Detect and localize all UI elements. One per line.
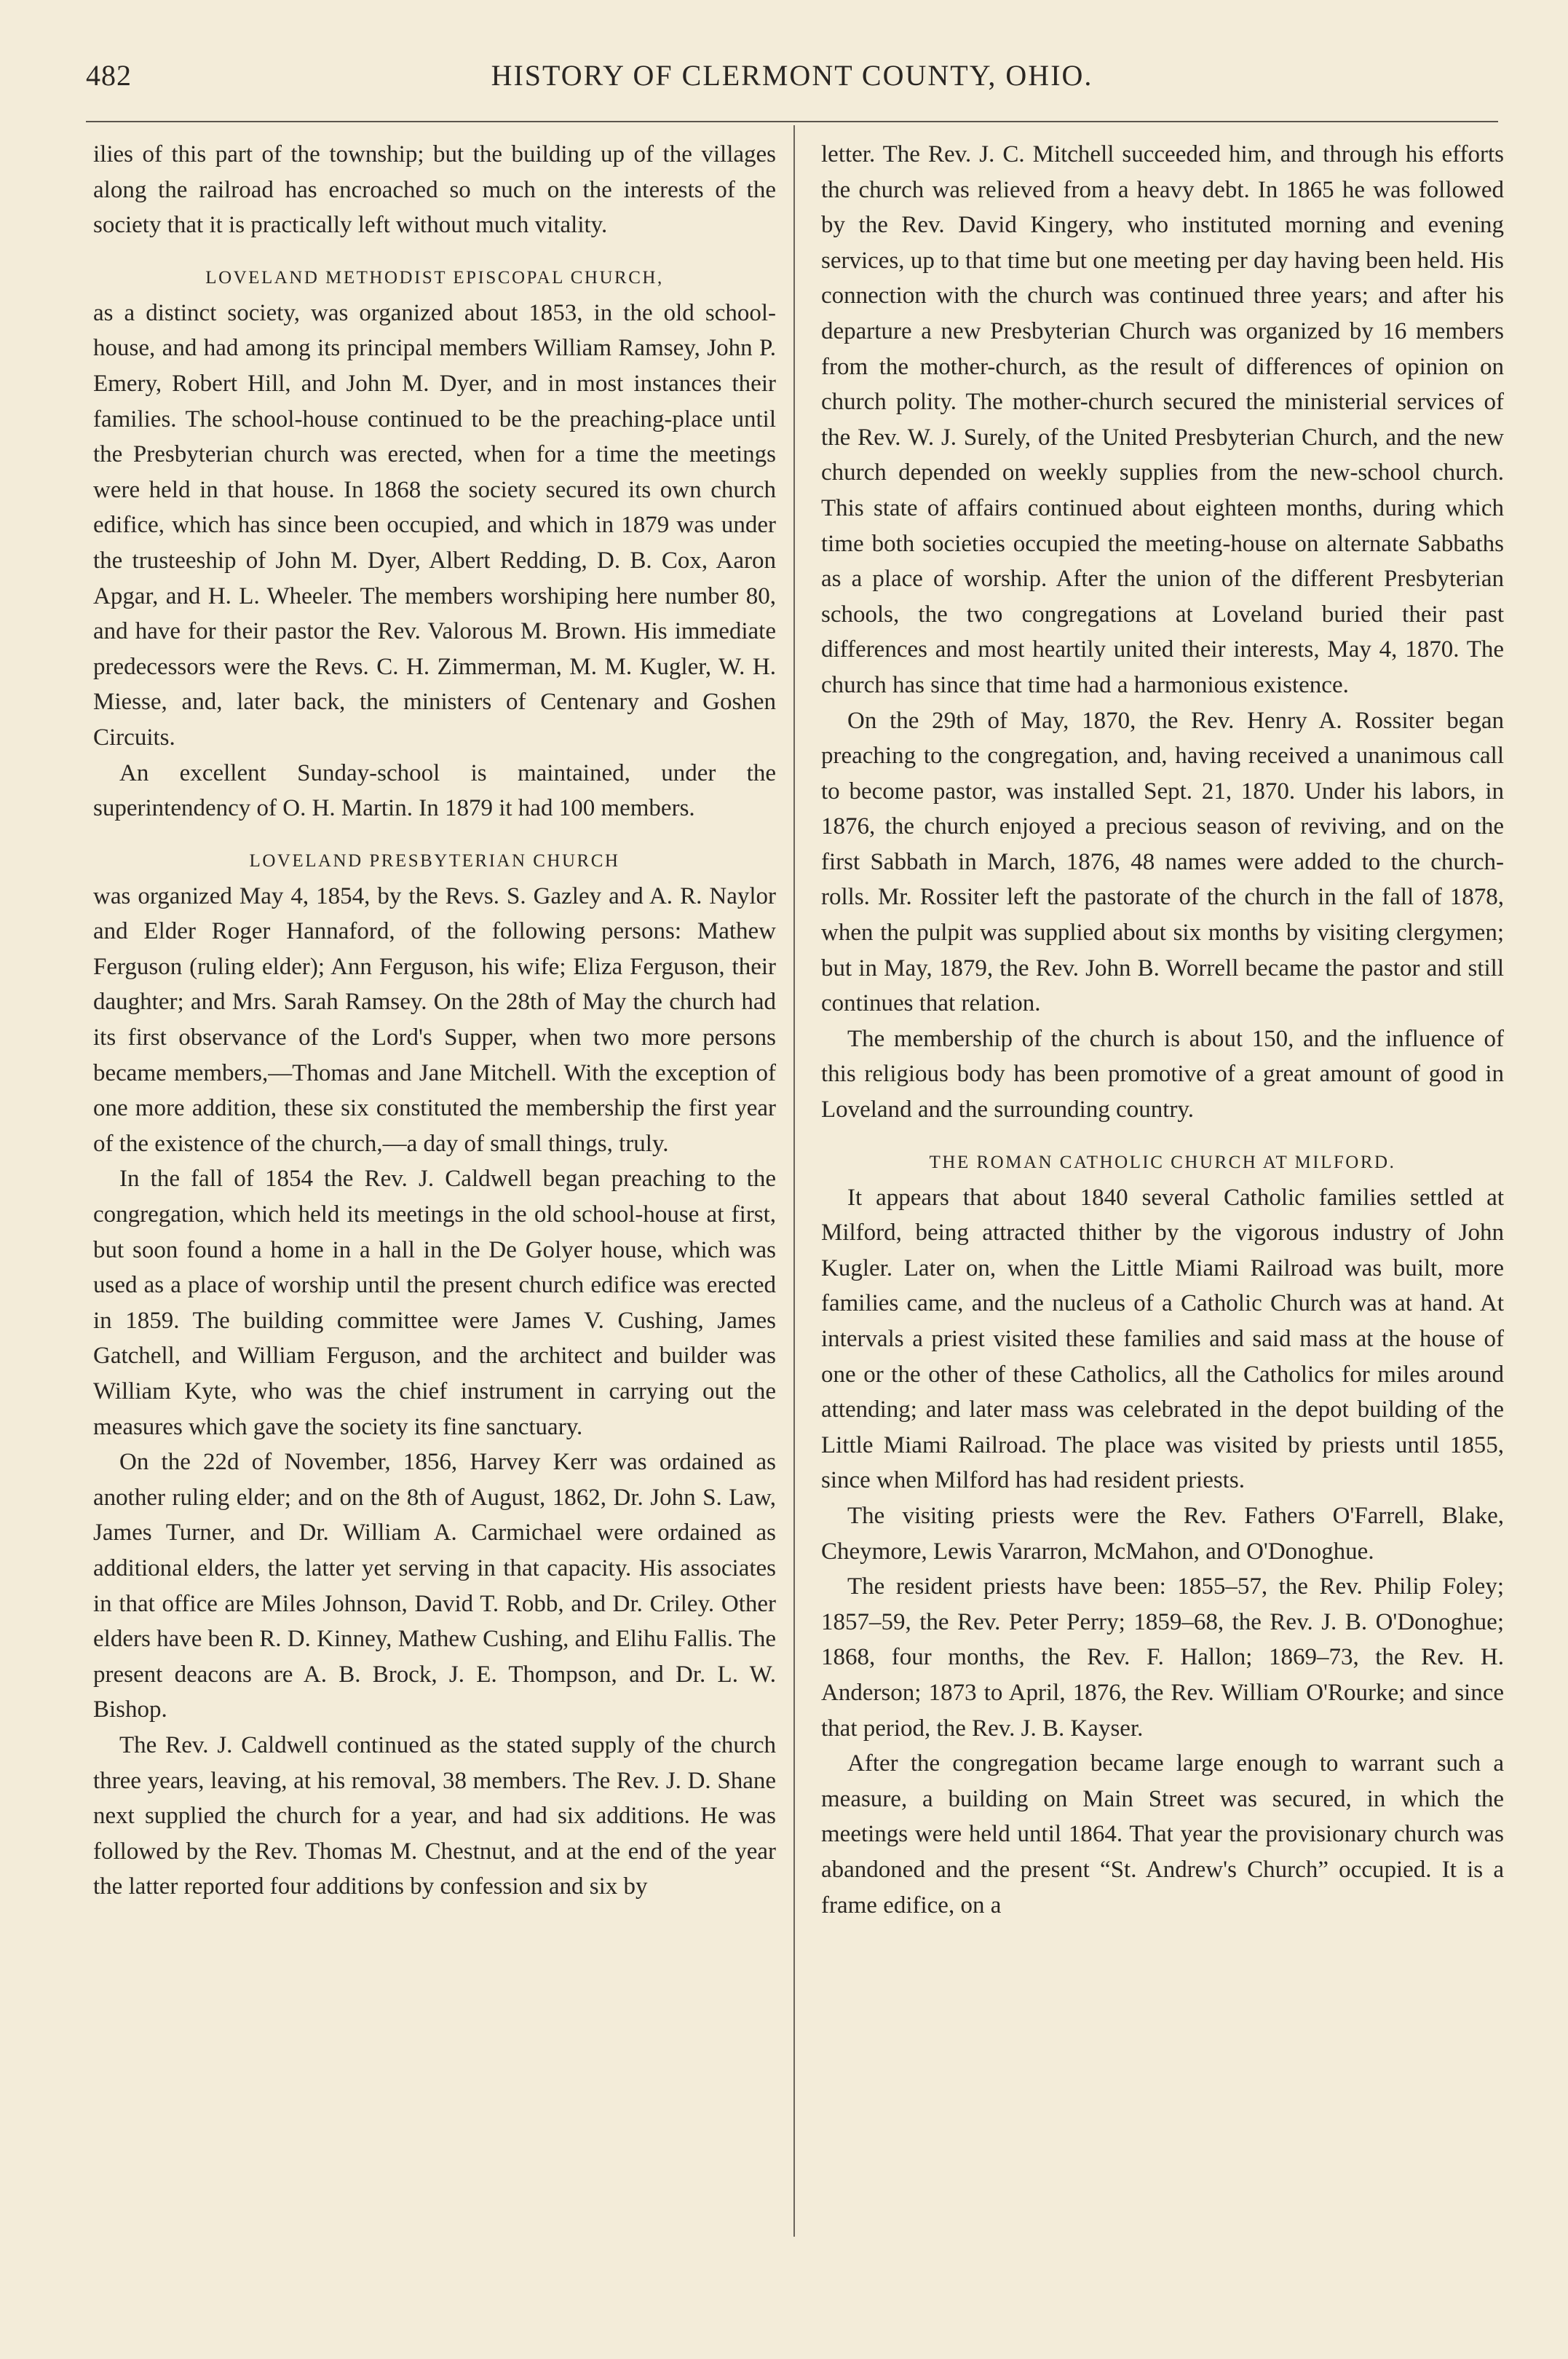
paragraph-catholic-3: The resident priests have been: 1855–57, the Rev. Philip Foley; 1857–59, the Rev. Peter Perry; 1859–68, the Rev. J. B. O'Donoghue; 1868, four months, the Rev. F. Hallon; 1869–73, the Rev. H. Anderson; 1873 to April, 1876, the Rev. William O'Rourke; and since that period, the Rev. J. B. Kayser. xyxy=(821,1573,1504,1742)
heading-methodist-church: LOVELAND METHODIST EPISCOPAL CHURCH, xyxy=(205,267,664,288)
page-number: 482 xyxy=(86,59,132,92)
paragraph-presbyterian-4: The Rev. J. Caldwell continued as the stated supply of the church three years, leaving, at his removal, 38 members. The Rev. J. D. Shane next supplied the church for a year, and had six additions. He was followed by the Rev. Thomas M. Chestnut, and at the end of the year the latter reported four additions by confession and six by xyxy=(93,1731,776,1900)
paragraph-membership: The membership of the church is about 150, and the influence of this religious body has been promotive of a great amount of good in Loveland and the surrounding country. xyxy=(821,1025,1504,1123)
left-column xyxy=(93,137,776,1905)
paragraph-catholic-1: It appears that about 1840 several Catholic families settled at Milford, being attracted thither by the vigorous industry of John Kugler. Later on, when the Little Miami Railroad was built, more families came, and the nucleus of a Catholic Church was at hand. At intervals a priest visited these families and said mass at the house of one or the other of these Catholics, all the Catholics for miles around attending; and later mass was celebrated in the depot building of the Little Miami Railroad. The place was visited by priests until 1855, since when Milford has had resident priests. xyxy=(821,1184,1504,1494)
paragraph-methodist-2: An excellent Sunday-school is maintained, under the superintendency of O. H. Martin. In 1879 it had 100 members. xyxy=(93,759,776,822)
header-rule xyxy=(86,121,1498,122)
paragraph-intro: ilies of this part of the township; but the building up of the villages along the railroad has encroached so much on the interests of the society that it is practically left without much vitality. xyxy=(93,141,776,239)
page-header xyxy=(86,58,1498,102)
paragraph-presbyterian-2: In the fall of 1854 the Rev. J. Caldwell began preaching to the congregation, which held its meetings in the old school-house at first, but soon found a home in a hall in the De Golyer house, which was used as a place of worship until the present church edifice was erected in 1859. The building committee were James V. Cushing, James Gatchell, and William Ferguson, and the architect and builder was William Kyte, who was the chief instrument in carrying out the measures which gave the society its fine sanctuary. xyxy=(93,1166,776,1440)
running-title: HISTORY OF CLERMONT COUNTY, OHIO. xyxy=(491,59,1093,92)
paragraph-presbyterian-3: On the 22d of November, 1856, Harvey Kerr was ordained as another ruling elder; and on the 8th of August, 1862, Dr. John S. Law, James Turner, and Dr. William A. Carmichael were ordained as additional elders, the latter yet serving in that capacity. His associates in that office are Miles Johnson, David T. Robb, and Dr. Criley. Other elders have been R. D. Kinney, Mathew Cushing, and Elihu Fallis. The present deacons are A. B. Brock, J. E. Thompson, and Dr. L. W. Bishop. xyxy=(93,1449,776,1723)
paragraph-methodist-1: as a distinct society, was organized about 1853, in the old school-house, and had among its principal members William Ramsey, John P. Emery, Robert Hill, and John M. Dyer, and in most instances their families. The school-house continued to be the preaching-place until the Presbyterian church was erected, when for a time the meetings were held in that house. In 1868 the society secured its own church edifice, which has since been occupied, and which in 1879 was under the trusteeship of John M. Dyer, Albert Redding, D. B. Cox, Aaron Apgar, and H. L. Wheeler. The members worshiping here number 80, and have for their pastor the Rev. Valorous M. Brown. His immediate predecessors were the Revs. C. H. Zimmerman, M. M. Kugler, W. H. Miesse, and, later back, the ministers of Centenary and Goshen Circuits. xyxy=(93,299,776,751)
column-divider xyxy=(793,125,795,2237)
heading-presbyterian-church: LOVELAND PRESBYTERIAN CHURCH xyxy=(249,850,620,871)
paragraph-catholic-2: The visiting priests were the Rev. Fathers O'Farrell, Blake, Cheymore, Lewis Vararron, McMahon, and O'Donoghue. xyxy=(821,1502,1504,1565)
heading-catholic-church: THE ROMAN CATHOLIC CHURCH AT MILFORD. xyxy=(929,1152,1396,1172)
right-column xyxy=(821,137,1504,1923)
paragraph-presbyterian-1: was organized May 4, 1854, by the Revs. S. Gazley and A. R. Naylor and Elder Roger Hannaford, of the following persons: Mathew Ferguson (ruling elder); Ann Ferguson, his wife; Eliza Ferguson, their daughter; and Mrs. Sarah Ramsey. On the 28th of May the church had its first observance of the Lord's Supper, when two more persons became members,—Thomas and Jane Mitchell. With the exception of one more addition, these six constituted the membership the first year of the existence of the church,—a day of small things, truly. xyxy=(93,882,776,1157)
paragraph-continued: letter. The Rev. J. C. Mitchell succeeded him, and through his efforts the church was relieved from a heavy debt. In 1865 he was followed by the Rev. David Kingery, who instituted morning and evening services, up to that time but one meeting per day having been held. His connection with the church was continued three years; and after his departure a new Presbyterian Church was organized by 16 members from the mother-church, as the result of differences of opinion on church polity. The mother-church secured the ministerial services of the Rev. W. J. Surely, of the United Presbyterian Church, and the new church depended on weekly supplies from the new-school church. This state of affairs continued about eighteen months, during which time both societies occupied the meeting-house on alternate Sabbaths as a place of worship. After the union of the different Presbyterian schools, the two congregations at Loveland buried their past differences and most heartily united their interests, May 4, 1870. The church has since that time had a harmonious existence. xyxy=(821,141,1504,698)
paragraph-catholic-4: After the congregation became large enough to warrant such a measure, a building on Main Street was secured, in which the meetings were held until 1864. That year the provisionary church was abandoned and the present “St. Andrew's Church” occupied. It is a frame edifice, on a xyxy=(821,1750,1504,1919)
paragraph-rossiter: On the 29th of May, 1870, the Rev. Henry A. Rossiter began preaching to the congregation, and, having received a unanimous call to become pastor, was installed Sept. 21, 1870. Under his labors, in 1876, the church enjoyed a precious season of reviving, and on the first Sabbath in March, 1876, 48 names were added to the church-rolls. Mr. Rossiter left the pastorate of the church in the fall of 1878, when the pulpit was supplied about six months by visiting clergymen; but in May, 1879, the Rev. John B. Worrell became the pastor and still continues that relation. xyxy=(821,707,1504,1017)
